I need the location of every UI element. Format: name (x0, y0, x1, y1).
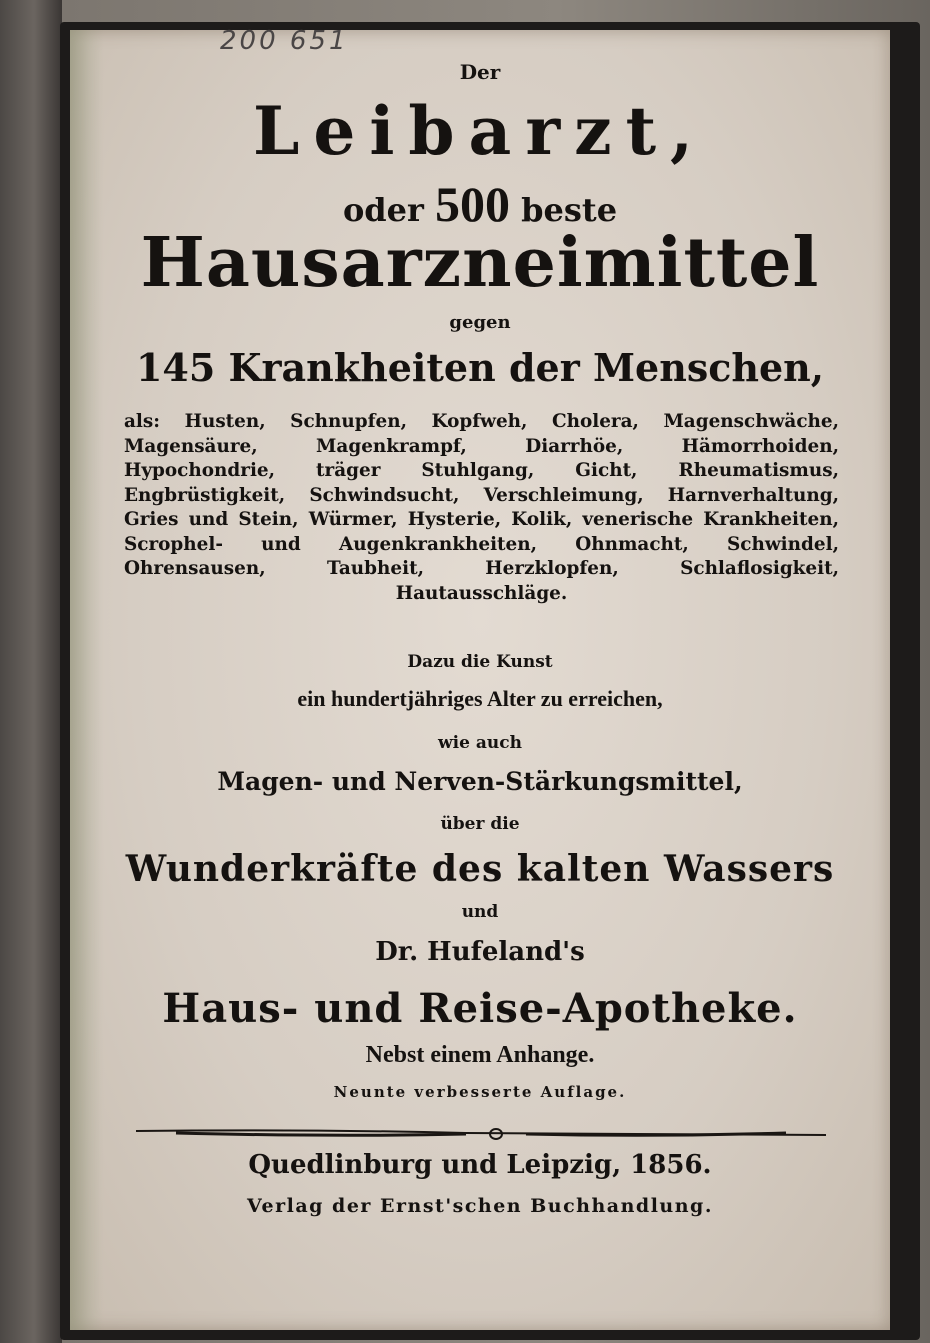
gegen-text: gegen (449, 312, 511, 333)
nebst-text: Nebst einem Anhange. (365, 1042, 595, 1068)
und-text: und (461, 902, 499, 922)
title-article: Der (459, 60, 501, 84)
ueber-die-text: über die (440, 814, 520, 834)
wunderkraefte-text: Wunderkräfte des kalten Wassers (125, 848, 835, 890)
diseases-count-line: 145 Krankheiten der Menschen, (135, 345, 825, 390)
subtitle-main: Hausarzneimittel (140, 223, 820, 303)
dr-hufeland-text: Dr. Hufeland's (375, 937, 585, 967)
hundert-text: ein hundertjähriges Alter zu erreichen, (297, 686, 663, 711)
place-date: Quedlinburg und Leipzig, 1856. (248, 1150, 712, 1180)
publisher: Verlag der Ernst'schen Buchhandlung. (247, 1195, 713, 1217)
ornamental-rule (136, 1123, 826, 1145)
title-page (70, 26, 890, 1330)
subtitle-oder: oder (342, 191, 424, 229)
book-spine (0, 0, 62, 1343)
haus-reise-text: Haus- und Reise-Apotheke. (162, 985, 798, 1032)
wie-auch-text: wie auch (438, 733, 522, 753)
main-title: Leibarzt, (252, 92, 708, 170)
subtitle-beste: beste (521, 191, 618, 229)
edition-text: Neunte verbesserte Auflage. (333, 1083, 627, 1101)
dazu-text: Dazu die Kunst (407, 652, 553, 672)
subtitle-number: 500 (435, 176, 511, 232)
magen-nerven-text: Magen- und Nerven-Stärkungsmittel, (217, 767, 743, 796)
diseases-list: als: Husten, Schnupfen, Kopfweh, Cholera, Magenschwäche, Magensäure, Magenkrampf, Diarrhöe, Hämorrhoiden, Hypochondrie, träger Stuhlgang, Gicht, Rheumatismus, Engbrüstigkeit, Schwindsucht, Verschleimung, Harnverhaltung, Gries und Stein, Würmer, Hysterie, Kolik, venerische Krankheiten, Scrophel- und Augenkrankheiten, Ohnmacht, Schwindel, Ohrensausen, Taubheit, Herzklopfen, Schlaflosigkeit, Hautausschläge. (124, 411, 839, 604)
pencil-mark: 200 651 (220, 26, 349, 56)
